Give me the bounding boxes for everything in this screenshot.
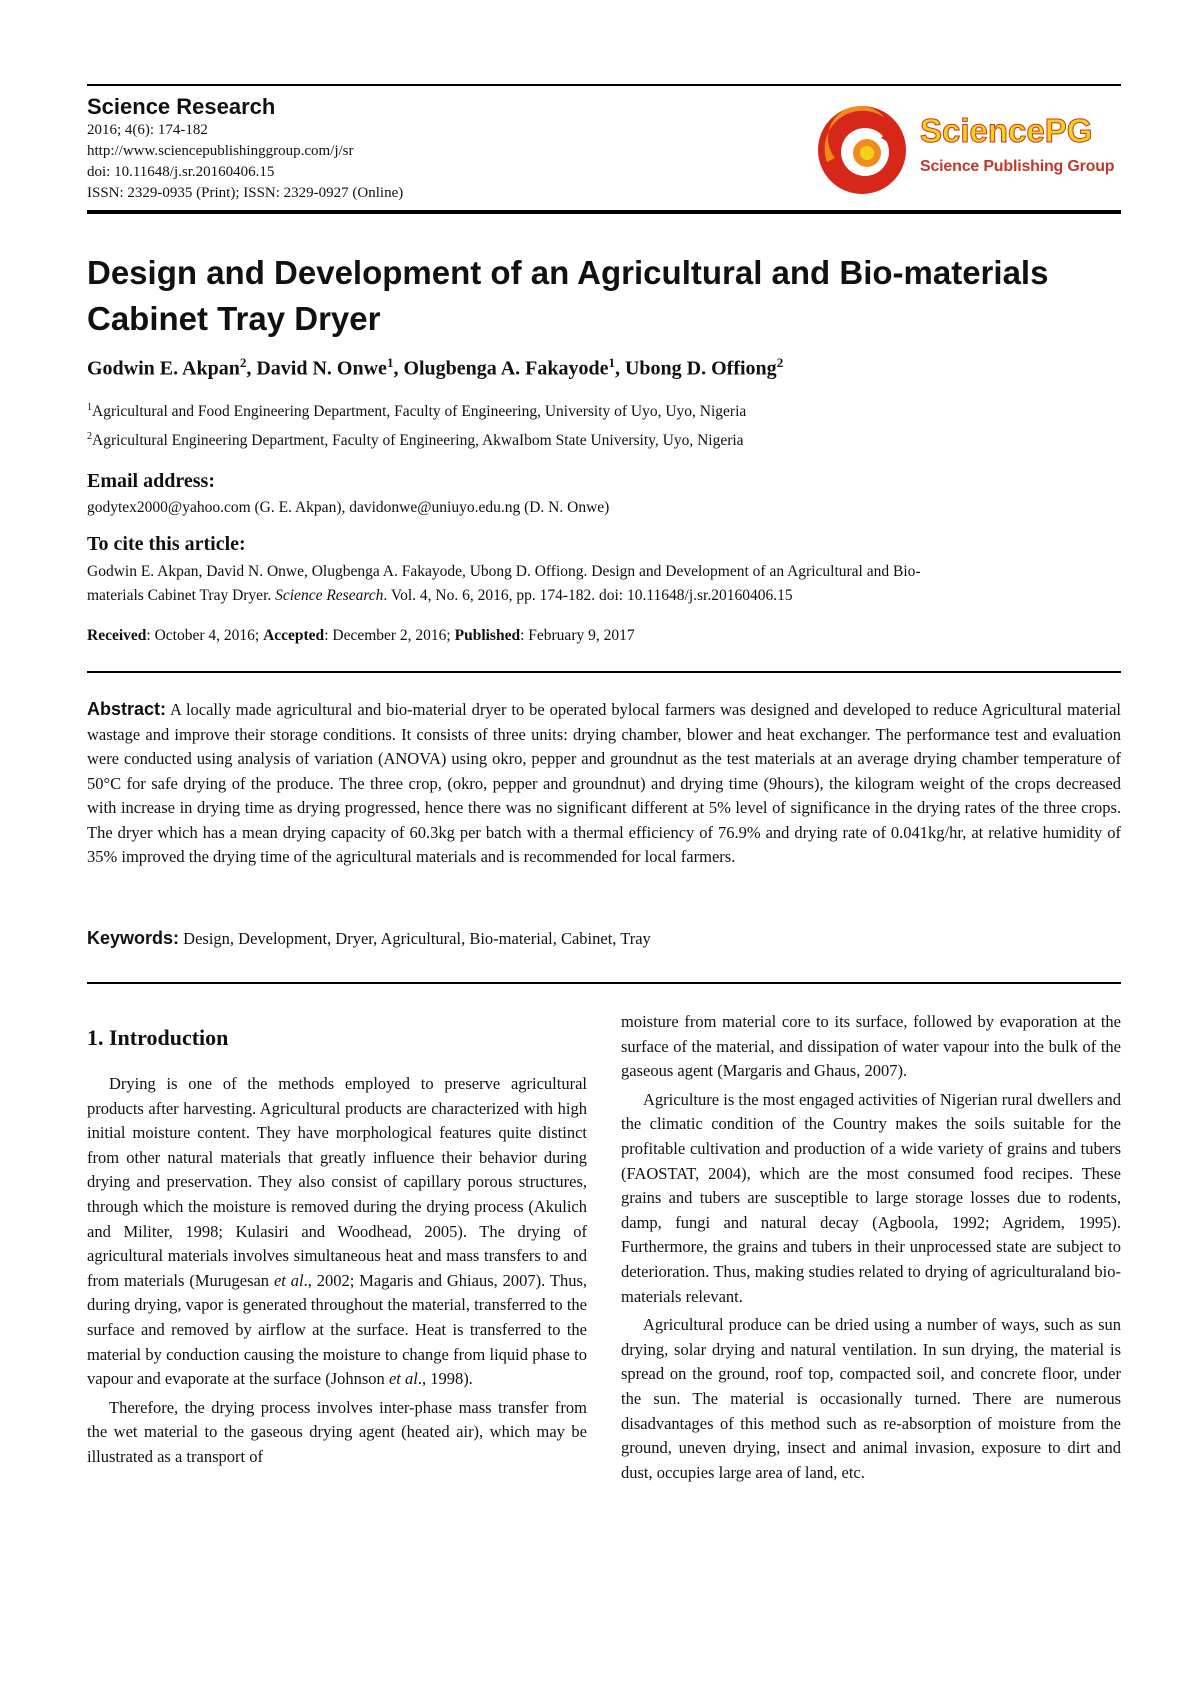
keywords xyxy=(87,928,1121,949)
accepted-label: Accepted xyxy=(263,627,325,644)
email-addresses[interactable]: godytex2000@yahoo.com (G. E. Akpan), davidonwe@uniuyo.edu.ng (D. N. Onwe) xyxy=(87,499,610,516)
abstract-label: Abstract: xyxy=(87,699,167,719)
email-heading: Email address: xyxy=(87,470,215,492)
citation-line xyxy=(87,584,1121,608)
published-label: Published xyxy=(454,627,521,644)
paragraph: moisture from material core to its surface, followed by evaporation at the surface of the material, and dissipation of water vapour into the bulk of the gaseous agent (Margaris and Ghaus, 2007). xyxy=(621,1012,1121,1081)
keywords-label: Keywords: xyxy=(87,928,180,948)
keywords-text: Design, Development, Dryer, Agricultural, Bio-material, Cabinet, Tray xyxy=(183,929,651,948)
received-date: : October 4, 2016; xyxy=(146,627,264,644)
affiliation-text: Agricultural Engineering Department, Faculty of Engineering, AkwaIbom State University, Uyo, Nigeria xyxy=(92,432,744,450)
paragraph-text: Drying is one of the methods employed to preserve agricultural products after harvesting. Agricultural products are characterized with high initial moisture content. They have morphological features quite distinct from other natural materials that greatly influence their behavior during drying and preservation. They also consist of capillary porous structures, through which the moisture is removed during the drying process (Akulich and Militer, 1998; Kulasiri and Woodhead, 2005). The drying of agricultural materials involves simultaneous heat and mass transfers to and from materials (Murugesan xyxy=(87,1074,587,1290)
right-column xyxy=(621,1010,1121,1485)
header-top-rule xyxy=(87,84,1121,86)
accepted-date: : December 2, 2016; xyxy=(324,627,455,644)
paragraph-italic: et al xyxy=(388,1369,418,1389)
logo-brand-text: SciencePG xyxy=(920,112,1093,149)
paragraph-italic: et al xyxy=(273,1270,304,1290)
affiliation-sup: 2 xyxy=(87,431,92,442)
journal-url[interactable]: http://www.sciencepublishinggroup.com/j/sr xyxy=(87,143,354,159)
author-separator: , xyxy=(393,357,404,380)
sciencepg-logo-mark xyxy=(815,100,915,200)
author-list xyxy=(87,355,783,381)
affiliation-1 xyxy=(87,402,746,421)
introduction-heading: 1. Introduction xyxy=(87,1025,229,1050)
published-date: : February 9, 2017 xyxy=(520,627,635,644)
affiliation-2 xyxy=(87,431,744,450)
author-sup: 2 xyxy=(239,355,247,370)
affiliation-sup: 1 xyxy=(87,402,92,413)
citation-text: materials Cabinet Tray Dryer. xyxy=(87,587,276,604)
citation-text: . Vol. 4, No. 6, 2016, pp. 174-182. doi: 10.11648/j.sr.20160406.15 xyxy=(383,587,793,604)
abstract-text: A locally made agricultural and bio-material dryer to be operated bylocal farmers was designed and developed to reduce Agricultural material wastage and improve their storage conditions. It consists of three units: drying chamber, blower and heat exchanger. The performance test and evaluation were conducted using analysis of variation (ANOVA) using okro, pepper and groundnut as the test materials at an average drying chamber temperature of 50°C for safe drying of the produce. The three crop, (okro, pepper and groundnut) and drying time (9hours), the kilogram weight of the crops decreased with increase in drying time as drying progressed, hence there was no significant different at 5% level of significance in the drying rates of the three crops. The dryer which has a mean drying capacity of 60.3kg per batch with a thermal efficiency of 76.9% and drying rate of 0.041kg/hr, at relative humidity of 35% improved the drying time of the agricultural materials and is recommended for local farmers. xyxy=(87,700,1121,866)
paragraph: Agricultural produce can be dried using a number of ways, such as sun drying, solar drying and natural ventilation. In sun drying, the material is spread on the ground, roof top, compacted soil, and concrete floor, under the sun. The material is occasionally turned. There are numerous disadvantages of this method such as re-absorption of moisture from the ground, uneven drying, insect and animal invasion, exposure to dirt and dust, occupies large area of land, etc. xyxy=(621,1315,1121,1482)
author-separator: , xyxy=(246,357,257,380)
author-separator: , xyxy=(614,357,625,380)
abstract-top-rule xyxy=(87,671,1121,673)
logo-subtitle: Science Publishing Group xyxy=(920,158,1115,175)
abstract xyxy=(87,697,1121,870)
paragraph-text: ., 2002; Magaris and Ghiaus, 2007). Thus, during drying, vapor is generated throughout the material, transferred to the surface and removed by airflow at the surface. Heat is transferred to the material by conduction causing the moisture to change from liquid phase to vapour and evaporate at the surface (Johnson xyxy=(87,1270,587,1389)
author-sup: 1 xyxy=(608,355,615,370)
affiliation-text: Agricultural and Food Engineering Department, Faculty of Engineering, University of Uyo, Uyo, Nigeria xyxy=(92,403,747,421)
paragraph: Agriculture is the most engaged activities of Nigerian rural dwellers and the climatic condition of the Country makes the soils suitable for the profitable cultivation and production of a wide variety of grains and tubers (FAOSTAT, 2004), which are the most consumed food recipes. These grains and tubers are susceptible to large storage losses due to rodents, damp, fungi and natural decay (Agboola, 1992; Agridem, 1995). Furthermore, the grains and tubers in their unprocessed state are subject to deterioration. Thus, making studies related to drying of agriculturaland bio-materials relevant. xyxy=(621,1089,1121,1306)
received-label: Received xyxy=(87,627,147,644)
volume-pages: 2016; 4(6): 174-182 xyxy=(87,122,208,138)
paragraph-text: ., 1998). xyxy=(417,1369,473,1389)
paragraph: Therefore, the drying process involves inter-phase mass transfer from the wet material to the gaseous drying agent (heated air), which may be illustrated as a transport of xyxy=(87,1397,587,1466)
citation xyxy=(87,560,1121,608)
author-name: Godwin E. Akpan xyxy=(87,357,240,380)
citation-journal: Science Research xyxy=(275,587,384,604)
abstract-bottom-rule xyxy=(87,982,1121,984)
cite-heading: To cite this article: xyxy=(87,533,246,555)
issn: ISSN: 2329-0935 (Print); ISSN: 2329-0927 (Online) xyxy=(87,185,404,201)
journal-name: Science Research xyxy=(87,94,276,119)
paragraph xyxy=(87,1072,587,1392)
author-name: Ubong D. Offiong xyxy=(624,357,777,380)
left-column xyxy=(87,1072,587,1470)
header-bottom-rule xyxy=(87,210,1121,214)
author-sup: 1 xyxy=(386,355,394,370)
article-title: Design and Development of an Agricultural and Bio-materials Cabinet Tray Dryer xyxy=(87,254,1049,337)
citation-line: Godwin E. Akpan, David N. Onwe, Olugbenga A. Fakayode, Ubong D. Offiong. Design and Development of an Agricultural and Bio- xyxy=(87,563,921,580)
author-name: David N. Onwe xyxy=(256,357,387,380)
author-name: Olugbenga A. Fakayode xyxy=(403,357,609,380)
article-doi: doi: 10.11648/j.sr.20160406.15 xyxy=(87,164,275,180)
author-sup: 2 xyxy=(776,355,784,370)
article-dates xyxy=(87,624,1121,648)
sciencepg-logo xyxy=(815,100,1121,200)
